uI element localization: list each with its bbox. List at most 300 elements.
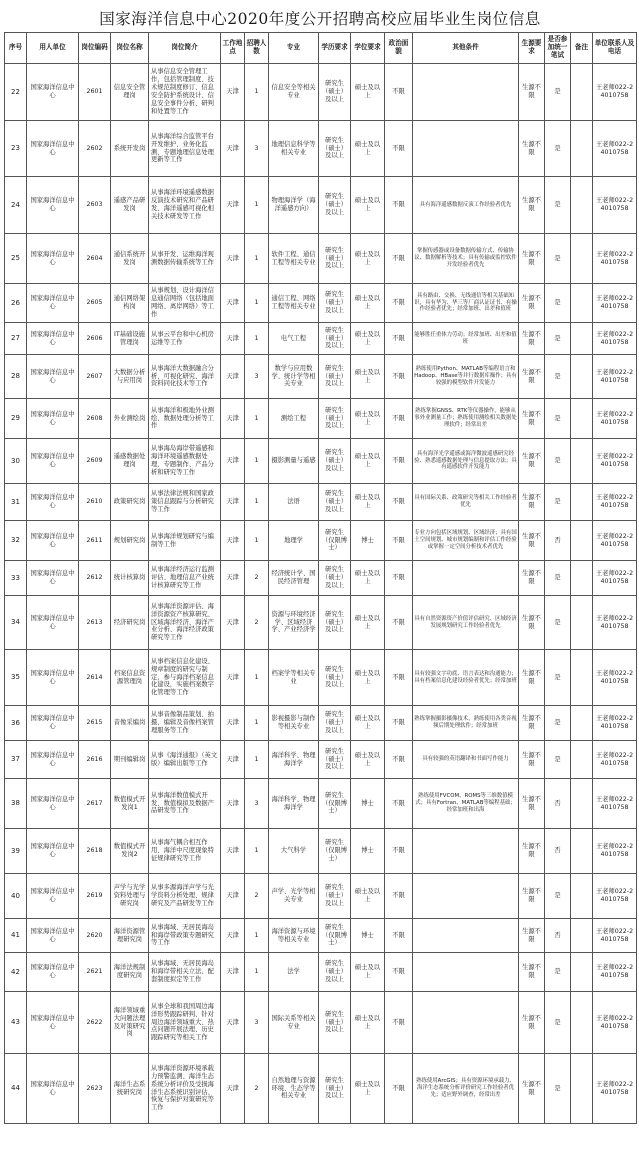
major-cell: 摄影测量与遥感 (269, 439, 319, 484)
position-name-cell: 海洋资源管理研究岗 (111, 919, 149, 953)
education-cell: 研究生（硕士）及以上 (319, 741, 351, 779)
intro-cell: 从事海洋经济运行监测评估、地理信息产业统计核算研究等工作 (149, 561, 221, 596)
code-cell: 2601 (79, 64, 111, 121)
code-cell: 2619 (79, 874, 111, 919)
contact-cell: 王老师022-24010758 (593, 1054, 637, 1124)
political-cell: 不限 (385, 234, 413, 284)
contact-cell: 王老师022-24010758 (593, 64, 637, 121)
unit-cell: 国家海洋信息中心 (27, 64, 79, 121)
major-cell: 经济统计学、国民经济管理 (269, 561, 319, 596)
exam-cell: 是 (545, 596, 571, 650)
unit-cell: 国家海洋信息中心 (27, 399, 79, 439)
degree-cell: 硕士及以上 (351, 177, 385, 234)
contact-cell: 王老师022-24010758 (593, 355, 637, 399)
contact-cell: 王老师022-24010758 (593, 829, 637, 874)
education-cell: 研究生（硕士）及以上 (319, 1054, 351, 1124)
code-cell: 2604 (79, 234, 111, 284)
other-conditions-cell (413, 953, 519, 992)
seq-cell: 35 (5, 650, 27, 706)
code-cell: 2618 (79, 829, 111, 874)
position-name-cell: 信息安全管理岗 (111, 64, 149, 121)
political-cell: 不限 (385, 779, 413, 829)
intro-cell: 从事档案信息化建设、规章制度的研究与制定，参与海洋档案信息化建设，实施档案数字化管理等工作 (149, 650, 221, 706)
education-cell: 研究生（硕士）及以上 (319, 439, 351, 484)
exam-cell: 是 (545, 234, 571, 284)
political-cell: 不限 (385, 284, 413, 323)
major-cell: 软件工程、通信工程等相关专业 (269, 234, 319, 284)
other-conditions-cell: 熟练使用ArcGIS；具有资源环境承载力、海洋生态系统分析评价研究工作经验者优先；适应野外调查，经常出差 (413, 1054, 519, 1124)
intro-cell: 从事海洋大数据融合分析、可视化研究、海洋资料同化技术等工作 (149, 355, 221, 399)
education-cell: 研究生（硕士）及以上 (319, 596, 351, 650)
other-conditions-cell: 具有自然资源资产价值评估研究、区域经济发展规划研究工作经验者优先 (413, 596, 519, 650)
count-cell: 1 (245, 439, 269, 484)
other-conditions-cell: 熟练掌握摄影摄像技术，熟练使用各类音视频后期处理软件；经常加班 (413, 706, 519, 741)
intro-cell: 从事全球和我国周边海洋形势跟踪研判、针对周边海洋领域重大、热点问题开展法理、历史跟踪研究等相关工作 (149, 992, 221, 1054)
table-row (5, 561, 637, 596)
political-cell: 不限 (385, 561, 413, 596)
major-cell: 地理学 (269, 521, 319, 561)
seq-cell: 40 (5, 874, 27, 919)
other-conditions-cell: 掌握传感器或设备数据传输方式、传输协议、数据解析等技术；具有传输或监控软件开发经验者优先 (413, 234, 519, 284)
note-cell (571, 399, 593, 439)
count-cell: 1 (245, 741, 269, 779)
origin-cell: 生源不限 (519, 561, 545, 596)
table-row (5, 953, 637, 992)
education-cell: 研究生（硕士）及以上 (319, 561, 351, 596)
header-row (5, 33, 637, 64)
place-cell: 天津 (221, 399, 245, 439)
contact-cell: 王老师022-24010758 (593, 874, 637, 919)
code-cell: 2613 (79, 596, 111, 650)
position-name-cell: 统计核算岗 (111, 561, 149, 596)
exam-cell: 是 (545, 953, 571, 992)
exam-cell: 否 (545, 919, 571, 953)
contact-cell: 王老师022-24010758 (593, 561, 637, 596)
table-row (5, 484, 637, 521)
position-name-cell: 音像采编岗 (111, 706, 149, 741)
count-cell: 2 (245, 1054, 269, 1124)
code-cell: 2610 (79, 484, 111, 521)
contact-cell: 王老师022-24010758 (593, 953, 637, 992)
table-row (5, 874, 637, 919)
count-cell: 1 (245, 399, 269, 439)
seq-cell: 28 (5, 355, 27, 399)
other-conditions-cell: 专业方向包括区域规划、区域经济；具有国土空间规划、城市规划编制和评估工作经验或掌握一定空间分析技术者优先 (413, 521, 519, 561)
count-cell: 1 (245, 521, 269, 561)
intro-cell: 从事海洋环境遥感数据反演技术研究和产品研发、海洋遥感可视化相关技术研发等工作 (149, 177, 221, 234)
seq-cell: 33 (5, 561, 27, 596)
intro-cell: 从事开发、运维海洋观测数据传输系统等工作 (149, 234, 221, 284)
degree-cell: 硕士及以上 (351, 355, 385, 399)
education-cell: 研究生（仅限博士） (319, 829, 351, 874)
count-cell: 3 (245, 121, 269, 177)
unit-cell: 国家海洋信息中心 (27, 1054, 79, 1124)
code-cell: 2609 (79, 439, 111, 484)
political-cell: 不限 (385, 650, 413, 706)
seq-cell: 25 (5, 234, 27, 284)
code-cell: 2623 (79, 1054, 111, 1124)
count-cell: 3 (245, 355, 269, 399)
unit-cell: 国家海洋信息中心 (27, 521, 79, 561)
unit-cell: 国家海洋信息中心 (27, 323, 79, 355)
intro-cell: 从事海洋综合监管平台开发维护、业务化监测、专题地理信息处理更新等工作 (149, 121, 221, 177)
table-row (5, 355, 637, 399)
code-cell: 2615 (79, 706, 111, 741)
note-cell (571, 1054, 593, 1124)
unit-cell: 国家海洋信息中心 (27, 355, 79, 399)
education-cell: 研究生（硕士）及以上 (319, 355, 351, 399)
political-cell: 不限 (385, 953, 413, 992)
political-cell: 不限 (385, 521, 413, 561)
other-conditions-cell (413, 829, 519, 874)
count-cell: 1 (245, 323, 269, 355)
degree-cell: 硕士及以上 (351, 650, 385, 706)
code-cell: 2612 (79, 561, 111, 596)
exam-cell: 是 (545, 1054, 571, 1124)
exam-cell: 是 (545, 399, 571, 439)
note-cell (571, 650, 593, 706)
header-other: 其他条件 (413, 33, 519, 64)
note-cell (571, 323, 593, 355)
intro-cell: 从事海气耦合相互作用、海洋中尺度现象特征规律研究等工作 (149, 829, 221, 874)
count-cell: 1 (245, 284, 269, 323)
unit-cell: 国家海洋信息中心 (27, 650, 79, 706)
political-cell: 不限 (385, 121, 413, 177)
exam-cell: 是 (545, 561, 571, 596)
position-name-cell: 海洋法规制度研究岗 (111, 953, 149, 992)
seq-cell: 42 (5, 953, 27, 992)
code-cell: 2608 (79, 399, 111, 439)
code-cell: 2605 (79, 284, 111, 323)
position-name-cell: 期刊编辑岗 (111, 741, 149, 779)
header-major: 专业 (269, 33, 319, 64)
table-row (5, 64, 637, 121)
degree-cell: 硕士及以上 (351, 284, 385, 323)
education-cell: 研究生（硕士）及以上 (319, 650, 351, 706)
contact-cell: 王老师022-24010758 (593, 741, 637, 779)
origin-cell: 生源不限 (519, 741, 545, 779)
major-cell: 数学与应用数学、统计学等相关专业 (269, 355, 319, 399)
header-exam: 是否参加统一笔试 (545, 33, 571, 64)
contact-cell: 王老师022-24010758 (593, 919, 637, 953)
major-cell: 地理信息科学等相关专业 (269, 121, 319, 177)
education-cell: 研究生（硕士）及以上 (319, 874, 351, 919)
education-cell: 研究生（硕士）及以上 (319, 323, 351, 355)
exam-cell: 是 (545, 64, 571, 121)
intro-cell: 从事海域、无居民海岛和海岸带政策专题研究等工作 (149, 919, 221, 953)
note-cell (571, 121, 593, 177)
intro-cell: 从事法律法规和国家政策信息跟踪与分析研究等工作 (149, 484, 221, 521)
table-row (5, 439, 637, 484)
seq-cell: 37 (5, 741, 27, 779)
education-cell: 研究生（硕士）及以上 (319, 121, 351, 177)
political-cell: 不限 (385, 355, 413, 399)
code-cell: 2611 (79, 521, 111, 561)
table-body (5, 64, 637, 1124)
political-cell: 不限 (385, 64, 413, 121)
place-cell: 天津 (221, 596, 245, 650)
header-code: 岗位编码 (79, 33, 111, 64)
seq-cell: 30 (5, 439, 27, 484)
table-row (5, 650, 637, 706)
intro-cell: 从事海洋和极地外业测绘、数据处理分析等工作 (149, 399, 221, 439)
table-row (5, 1054, 637, 1124)
major-cell: 测绘工程 (269, 399, 319, 439)
contact-cell: 王老师022-24010758 (593, 706, 637, 741)
header-degree: 学位要求 (351, 33, 385, 64)
degree-cell: 硕士及以上 (351, 741, 385, 779)
other-conditions-cell: 熟练掌握GNSS、RTK等仪器操作，能够从事外业测量工作；熟练使用测绘相关数据处理软件；经常出差 (413, 399, 519, 439)
header-origin: 生源要求 (519, 33, 545, 64)
other-conditions-cell: 具有路由、交换、无线通信等相关基础知识，具有华为、华三等厂商认证证书、有操作经验者优先；经常加班、出差和值班 (413, 284, 519, 323)
unit-cell: 国家海洋信息中心 (27, 177, 79, 234)
place-cell: 天津 (221, 953, 245, 992)
note-cell (571, 874, 593, 919)
other-conditions-cell (413, 64, 519, 121)
education-cell: 研究生（硕士）及以上 (319, 484, 351, 521)
seq-cell: 23 (5, 121, 27, 177)
position-name-cell: 数值模式开发岗2 (111, 829, 149, 874)
unit-cell: 国家海洋信息中心 (27, 484, 79, 521)
contact-cell: 王老师022-24010758 (593, 521, 637, 561)
position-name-cell: 海洋领域重大问题法理及对策研究岗 (111, 992, 149, 1054)
count-cell: 2 (245, 596, 269, 650)
position-name-cell: 声学与光学资料处理与研究岗 (111, 874, 149, 919)
political-cell: 不限 (385, 706, 413, 741)
degree-cell: 硕士及以上 (351, 596, 385, 650)
unit-cell: 国家海洋信息中心 (27, 561, 79, 596)
contact-cell: 王老师022-24010758 (593, 992, 637, 1054)
intro-cell: 从事《海洋通报》（英文版）编辑出版等工作 (149, 741, 221, 779)
major-cell: 通信工程、网络工程等相关专业 (269, 284, 319, 323)
contact-cell: 王老师022-24010758 (593, 779, 637, 829)
seq-cell: 34 (5, 596, 27, 650)
origin-cell: 生源不限 (519, 399, 545, 439)
education-cell: 研究生（硕士）及以上 (319, 953, 351, 992)
education-cell: 研究生（硕士）及以上 (319, 284, 351, 323)
origin-cell: 生源不限 (519, 323, 545, 355)
major-cell: 档案学等相关专业 (269, 650, 319, 706)
place-cell: 天津 (221, 1054, 245, 1124)
seq-cell: 29 (5, 399, 27, 439)
exam-cell: 是 (545, 323, 571, 355)
intro-cell: 从事音像制品策划、拍摄、编辑及音像档案管理服务等工作 (149, 706, 221, 741)
code-cell: 2621 (79, 953, 111, 992)
seq-cell: 22 (5, 64, 27, 121)
political-cell: 不限 (385, 992, 413, 1054)
count-cell: 1 (245, 234, 269, 284)
note-cell (571, 741, 593, 779)
code-cell: 2614 (79, 650, 111, 706)
origin-cell: 生源不限 (519, 121, 545, 177)
count-cell: 1 (245, 953, 269, 992)
exam-cell: 是 (545, 177, 571, 234)
contact-cell: 王老师022-24010758 (593, 121, 637, 177)
note-cell (571, 829, 593, 874)
political-cell: 不限 (385, 596, 413, 650)
other-conditions-cell: 具有较强的英语翻译和书面写作能力 (413, 741, 519, 779)
unit-cell: 国家海洋信息中心 (27, 779, 79, 829)
contact-cell: 王老师022-24010758 (593, 234, 637, 284)
contact-cell: 王老师022-24010758 (593, 439, 637, 484)
seq-cell: 27 (5, 323, 27, 355)
other-conditions-cell: 具有海洋光学遥感或海洋微波遥感研究经验、熟悉遥感数据处理与信息提取方法；具有遥感软件开发能力 (413, 439, 519, 484)
count-cell: 1 (245, 177, 269, 234)
table-row (5, 177, 637, 234)
table-row (5, 234, 637, 284)
political-cell: 不限 (385, 439, 413, 484)
position-name-cell: 海洋生态系统研究岗 (111, 1054, 149, 1124)
position-name-cell: 规划研究岗 (111, 521, 149, 561)
place-cell: 天津 (221, 177, 245, 234)
table-row (5, 992, 637, 1054)
code-cell: 2603 (79, 177, 111, 234)
place-cell: 天津 (221, 484, 245, 521)
table-header (5, 33, 637, 64)
intro-cell: 从事海洋数值模式开发、数值模拟及数据产品研发等工作 (149, 779, 221, 829)
degree-cell: 硕士及以上 (351, 64, 385, 121)
major-cell: 海洋科学、物理海洋学 (269, 779, 319, 829)
major-cell: 法学 (269, 953, 319, 992)
table-row (5, 919, 637, 953)
place-cell: 天津 (221, 919, 245, 953)
place-cell: 天津 (221, 874, 245, 919)
table-row (5, 829, 637, 874)
position-name-cell: 大数据分析与应用岗 (111, 355, 149, 399)
count-cell: 1 (245, 650, 269, 706)
major-cell: 法语 (269, 484, 319, 521)
exam-cell: 是 (545, 484, 571, 521)
header-edu: 学历要求 (319, 33, 351, 64)
degree-cell: 硕士及以上 (351, 323, 385, 355)
degree-cell: 硕士及以上 (351, 439, 385, 484)
other-conditions-cell (413, 919, 519, 953)
unit-cell: 国家海洋信息中心 (27, 596, 79, 650)
intro-cell: 从事云平台和中心机房运维等工作 (149, 323, 221, 355)
other-conditions-cell: 具有海洋遥感数据反演工作经验者优先 (413, 177, 519, 234)
origin-cell: 生源不限 (519, 484, 545, 521)
degree-cell: 硕士及以上 (351, 1054, 385, 1124)
seq-cell: 38 (5, 779, 27, 829)
contact-cell: 王老师022-24010758 (593, 177, 637, 234)
table-row (5, 323, 637, 355)
count-cell: 2 (245, 874, 269, 919)
table-row (5, 399, 637, 439)
exam-cell: 是 (545, 874, 571, 919)
political-cell: 不限 (385, 741, 413, 779)
note-cell (571, 706, 593, 741)
origin-cell: 生源不限 (519, 521, 545, 561)
place-cell: 天津 (221, 439, 245, 484)
intro-cell: 从事海岛海岸带遥感和海洋环境遥感数据处理、专题制作、产品分析和研究等工作 (149, 439, 221, 484)
note-cell (571, 561, 593, 596)
header-unit: 用人单位 (27, 33, 79, 64)
note-cell (571, 596, 593, 650)
note-cell (571, 439, 593, 484)
other-conditions-cell: 具有较强文字功底、语言表达和沟通能力；具有档案信息化建设经验者优先；经常加班 (413, 650, 519, 706)
other-conditions-cell (413, 874, 519, 919)
contact-cell: 王老师022-24010758 (593, 399, 637, 439)
header-place: 工作地点 (221, 33, 245, 64)
exam-cell: 是 (545, 355, 571, 399)
note-cell (571, 64, 593, 121)
degree-cell: 博士 (351, 829, 385, 874)
degree-cell: 硕士及以上 (351, 234, 385, 284)
political-cell: 不限 (385, 874, 413, 919)
seq-cell: 44 (5, 1054, 27, 1124)
place-cell: 天津 (221, 741, 245, 779)
political-cell: 不限 (385, 919, 413, 953)
place-cell: 天津 (221, 323, 245, 355)
seq-cell: 41 (5, 919, 27, 953)
origin-cell: 生源不限 (519, 234, 545, 284)
note-cell (571, 919, 593, 953)
other-conditions-cell (413, 992, 519, 1054)
place-cell: 天津 (221, 234, 245, 284)
contact-cell: 王老师022-24010758 (593, 484, 637, 521)
degree-cell: 硕士及以上 (351, 121, 385, 177)
page-title: 国家海洋信息中心2020年度公开招聘高校应届毕业生岗位信息 (99, 10, 541, 28)
contact-cell: 王老师022-24010758 (593, 596, 637, 650)
header-note: 备注 (571, 33, 593, 64)
seq-cell: 43 (5, 992, 27, 1054)
position-name-cell: 政策研究岗 (111, 484, 149, 521)
intro-cell: 从事海洋资源环境承载力预警监测、海洋生态系统分析评价及受损海洋生态系统识别评估、恢复与保护对策研究等工作 (149, 1054, 221, 1124)
education-cell: 研究生（硕士）及以上 (319, 706, 351, 741)
other-conditions-cell: 熟练使用Python、MATLAB等编程语言和Hadoop、HBase等并行数据库操作；具有较强的模型软件开发能力 (413, 355, 519, 399)
code-cell: 2602 (79, 121, 111, 177)
count-cell: 1 (245, 706, 269, 741)
major-cell: 信息安全等相关专业 (269, 64, 319, 121)
table-row (5, 284, 637, 323)
origin-cell: 生源不限 (519, 596, 545, 650)
note-cell (571, 953, 593, 992)
unit-cell: 国家海洋信息中心 (27, 874, 79, 919)
intro-cell: 从事规划、设计海洋信息通信网络（包括地面网络、离岸网络）等工作 (149, 284, 221, 323)
intro-cell: 从事海洋资源评估、海洋资源资产核算研究、区域海洋经济、海洋产业分析、海洋经济政策研究等工作 (149, 596, 221, 650)
unit-cell: 国家海洋信息中心 (27, 741, 79, 779)
degree-cell: 硕士及以上 (351, 561, 385, 596)
code-cell: 2620 (79, 919, 111, 953)
major-cell: 电气工程 (269, 323, 319, 355)
positions-table (4, 32, 637, 1124)
place-cell: 天津 (221, 284, 245, 323)
major-cell: 海洋资源与环境等相关专业 (269, 919, 319, 953)
intro-cell: 从事海域、无居民海岛和海岸带相关立法、配套制度拟定等工作 (149, 953, 221, 992)
major-cell: 声学、光学等相关专业 (269, 874, 319, 919)
exam-cell: 否 (545, 779, 571, 829)
code-cell: 2606 (79, 323, 111, 355)
seq-cell: 32 (5, 521, 27, 561)
origin-cell: 生源不限 (519, 992, 545, 1054)
position-name-cell: 通信系统开发岗 (111, 234, 149, 284)
note-cell (571, 355, 593, 399)
place-cell: 天津 (221, 706, 245, 741)
degree-cell: 博士 (351, 779, 385, 829)
other-conditions-cell: 能够胜任重体力劳动；经常加班、出差和值班 (413, 323, 519, 355)
origin-cell: 生源不限 (519, 177, 545, 234)
note-cell (571, 284, 593, 323)
political-cell: 不限 (385, 323, 413, 355)
education-cell: 研究生（仅限博士） (319, 779, 351, 829)
count-cell: 3 (245, 779, 269, 829)
header-seq: 序号 (5, 33, 27, 64)
code-cell: 2622 (79, 992, 111, 1054)
political-cell: 不限 (385, 829, 413, 874)
place-cell: 天津 (221, 992, 245, 1054)
degree-cell: 硕士及以上 (351, 874, 385, 919)
origin-cell: 生源不限 (519, 874, 545, 919)
